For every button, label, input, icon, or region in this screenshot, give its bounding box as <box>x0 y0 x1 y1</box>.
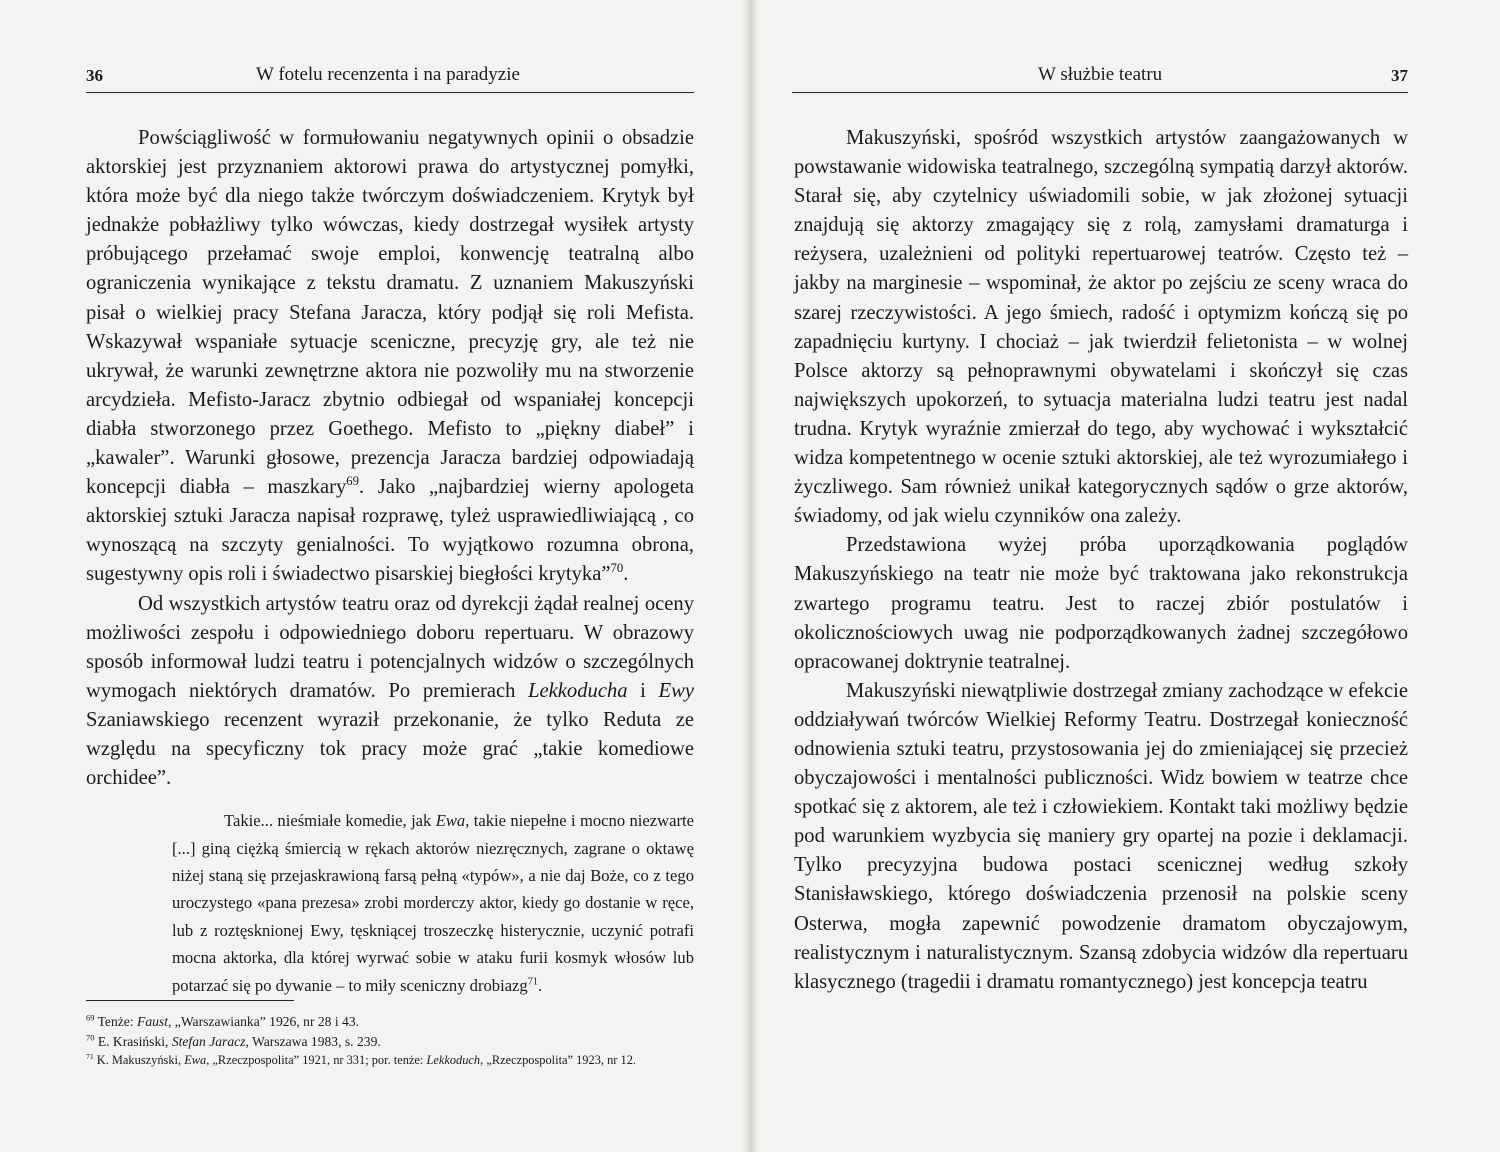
right-paragraph-2: Przedstawiona wyżej próba uporządkowania poglądów Makuszyńskiego na teatr nie może być traktowana jako rekonstrukcja zwartego programu teatru. Jest to raczej zbiór postulatów i okolicznościowych uwag nie podporządkowanych żadnej szczegółowo opracowanej doktrynie teatralnej. <box>794 534 1408 673</box>
left-paragraph-1-text: Powściągliwość w formułowaniu negatywnych opinii o obsadzie aktorskiej jest przyznaniem aktorowi prawa do artystycznej pomyłki, która może być dla niego także twórczym doświadczeniem. Krytyk był jednakże pobłażliwy tylko wówczas, kiedy dostrzegał wysiłek artysty próbującego przełamać swoje emploi, konwencję teatralną albo ograniczenia wynikające z tekstu dramatu. Z uznaniem Makuszyński pisał o wielkiej pracy Stefana Jaracza, który podjął się roli Mefista. Wskazywał wspaniałe sytuacje sceniczne, precyzję gry, ale też nie ukrywał, że warunki zewnętrzne aktora nie pozwoliły mu na stworzenie arcydzieła. Mefisto-Jaracz zbytnio odbiegał od wspaniałej koncepcji diabła stworzonego przez Goethego. Mefisto to „piękny diabeł” i „kawaler”. Warunki głosowe, prezencja Jaracza bardziej odpowiadają koncepcji diabła – maszkary <box>86 127 694 499</box>
footnotes <box>86 1012 694 1071</box>
quote-title-ewa: Ewa <box>435 811 466 831</box>
footnote-text: , „Rzeczpospolita” 1921, nr 331; por. tenże: <box>206 1053 427 1067</box>
footnote-title: Lekkoduch <box>426 1053 481 1067</box>
left-paragraph-1 <box>86 124 694 590</box>
block-quote-text <box>172 807 694 999</box>
left-running-title: W fotelu recenzenta i na paradyzie <box>256 64 520 85</box>
left-page <box>0 0 742 1152</box>
footnote-ref-71: 71 <box>527 976 539 988</box>
right-running-title: W służbie teatru <box>1038 64 1163 85</box>
quote-a: Takie... nieśmiałe komedie, jak <box>224 811 436 831</box>
footnote-text: Tenże: <box>94 1014 138 1029</box>
right-paragraph-3: Makuszyński niewątpliwie dostrzegał zmiany zachodzące w efekcie oddziaływań twórców Wielkiej Reformy Teatru. Dostrzegał konieczność odnowienia sztuki teatru, przystosowania jej do zmieniającej się przecież obyczajowości i mentalności publiczności. Widz bowiem w teatrze chce spotkać się z aktorem, ale też i człowiekiem. Kontakt taki możliwy będzie pod warunkiem wyzbycia się maniery gry opartej na pozie i deklamacji. Tylko precyzyjna budowa postaci scenicznej według szkoły Stanisławskiego, którego doświadczenia przenosił na polskie sceny Osterwa, mogła zapewnić powodzenie dramatom obyczajowym, realistycznym i naturalistycznym. Szansą zdobycia widzów dla repertuaru klasycznego (tragedii i dramatu romantycznego) jest koncepcja teatru <box>794 679 1408 993</box>
right-body-text <box>794 124 1408 997</box>
book-gutter <box>742 0 758 1152</box>
left-paragraph-2 <box>86 590 694 794</box>
footnote-ref-70: 70 <box>610 561 624 576</box>
left-paragraph-2-b: i <box>627 679 659 702</box>
right-running-header <box>792 62 1408 93</box>
footnote-text: E. Krasiński, <box>94 1033 172 1049</box>
footnote-title: Faust <box>137 1014 168 1029</box>
title-ewy: Ewy <box>658 679 694 702</box>
quote-b: , takie niepełne i mocno niezwarte [...] giną ciężką śmiercią w rękach aktorów niezręcznych, zagrane o oktawę niżej staną się przejaskrawioną farsą pełną «typów», a nie daj Boże, co z tego uroczystego «pana prezesa» zrobi morderczy aktor, kiedy go dostanie w ręce, lub z roztęsknionej Ewy, tęskniącej troszeczkę histerycznie, uczynić potrafi mocna aktorka, dla której wyrwać sobie w ataku furii kosmyk włosów lub potarzać się po dywanie – to miły sceniczny drobiazg <box>172 811 694 995</box>
left-body-text <box>86 124 694 999</box>
footnote-text: K. Makuszyński, <box>93 1053 185 1067</box>
footnote-title: Stefan Jaracz <box>171 1033 246 1049</box>
footnote-71 <box>86 1051 694 1071</box>
footnote-70 <box>86 1032 694 1052</box>
left-paragraph-1-cont: . Jako „najbardziej wierny apologeta aktorskiej sztuki Jaracza napisał rozprawę, tyleż usprawiedliwiającą , co wynoszącą na szczyty genialności. To wyjątkowo rozumna obrona, sugestywny opis roli i świadectwo pisarskiej biegłości krytyka” <box>86 476 694 586</box>
block-quote <box>86 807 694 999</box>
footnote-text: , „Warszawianka” 1926, nr 28 i 43. <box>167 1014 360 1029</box>
right-page <box>758 0 1500 1152</box>
right-page-number: 37 <box>1391 66 1408 85</box>
footnote-separator <box>86 1000 294 1001</box>
left-paragraph-2-c: Szaniawskiego recenzent wyraził przekonanie, że tylko Reduta ze względu na specyficzny tok pracy może grać „takie komediowe orchidee”. <box>86 708 694 790</box>
footnote-title: Ewa <box>184 1053 207 1067</box>
left-page-number: 36 <box>86 66 103 85</box>
left-running-header <box>86 62 694 93</box>
quote-end: . <box>538 975 543 995</box>
footnote-ref-69: 69 <box>346 474 360 489</box>
title-lekkoduch: Lekkoducha <box>528 679 628 702</box>
footnote-number: 70 <box>86 1031 95 1042</box>
left-paragraph-1-end: . <box>623 563 629 586</box>
footnote-text: , „Rzeczpospolita” 1923, nr 12. <box>480 1053 636 1067</box>
footnote-text: , Warszawa 1983, s. 239. <box>245 1033 381 1049</box>
right-paragraph-1: Makuszyński, spośród wszystkich artystów zaangażowanych w powstawanie widowiska teatralnego, szczególną sympatią darzył aktorów. Starał się, aby czytelnicy uświadomili sobie, w jak złożonej sytuacji znajdują się aktorzy zmagający się z rolą, zamysłami dramaturga i reżysera, uzależnieni od polityki repertuarowej teatrów. Często też – jakby na marginesie – wspominał, że aktor po zejściu ze sceny wraca do szarej rzeczywistości. A jego śmiech, radość i optymizm kończą się po zapadnięciu kurtyny. I chociaż – jak twierdził felietonista – w wolnej Polsce aktorzy są pełnoprawnymi obywatelami i skończył się czas największych upokorzeń, to sytuacja materialna ludzi teatru jest nadal trudna. Krytyk wyraźnie zmierzał do tego, aby wychować i wykształcić widza kompetentnego w ocenie sztuki aktorskiej, ale też wyrozumiałego i życzliwego. Sam również unikał kategorycznych sądów o grze aktorów, świadomy, od jak wielu czynników ona zależy. <box>794 127 1408 528</box>
footnote-number: 69 <box>86 1012 95 1023</box>
footnote-number: 71 <box>86 1051 94 1061</box>
left-paragraph-2-a: Od wszystkich artystów teatru oraz od dyrekcji żądał realnej oceny możliwości zespołu i odpowiedniego doboru repertuaru. W obrazowy sposób informował ludzi teatru i potencjalnych widzów o szczególnych wymogach niektórych dramatów. Po premierach <box>86 592 694 702</box>
footnote-69 <box>86 1012 694 1032</box>
